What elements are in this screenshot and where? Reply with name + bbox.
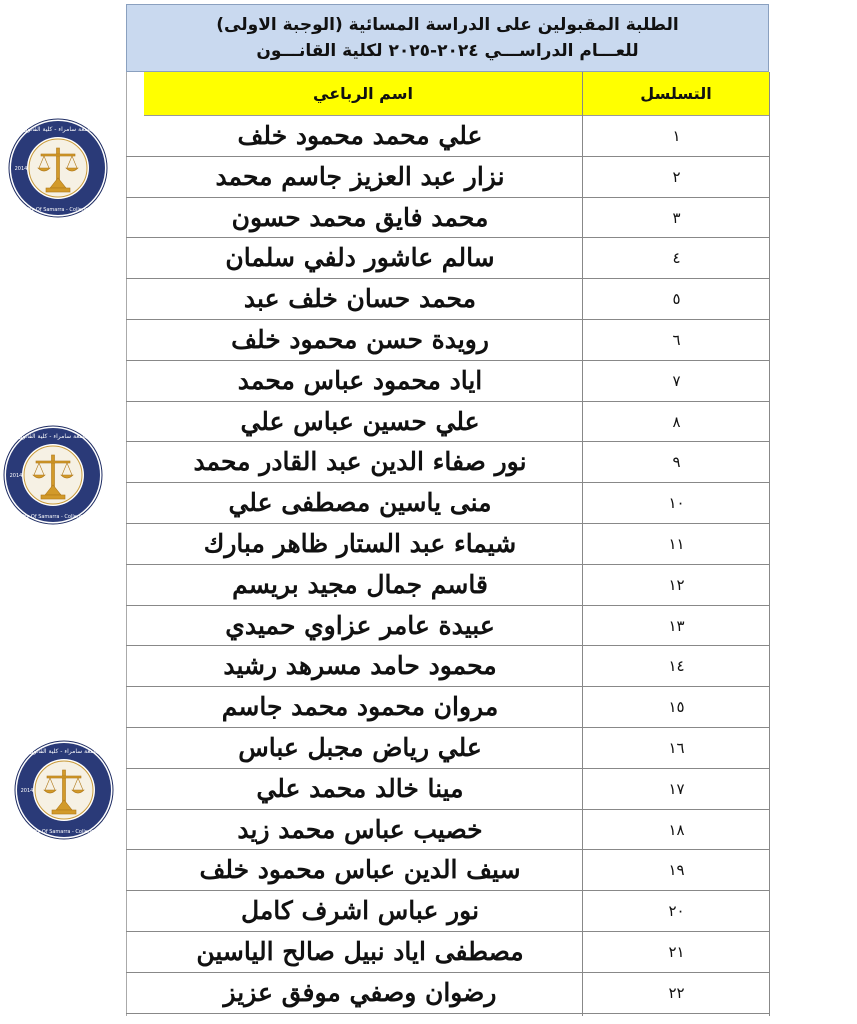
row-student-name: علي محمد محمود خلف xyxy=(237,121,483,150)
seal-english-text: University Of Samarra - College Of Law xyxy=(9,207,107,213)
row-student-name: خصيب عباس محمد زيد xyxy=(237,814,483,844)
row-student-name: محمد فايق محمد حسون xyxy=(231,202,489,232)
table-row xyxy=(126,279,770,320)
row-sequence: ١٩ xyxy=(668,861,685,880)
table-row xyxy=(126,198,770,239)
row-student-name: قاسم جمال مجيد بريسم xyxy=(232,569,488,599)
row-student-name: علي رياض مجبل عباس xyxy=(238,732,482,762)
seal-english-text: University Of Samarra - College Of Law xyxy=(15,829,113,835)
title-line-1: الطلبة المقبولين على الدراسة المسائية (الوجبة الاولى) xyxy=(216,15,679,35)
table-row xyxy=(126,565,770,606)
row-sequence: ١٨ xyxy=(668,820,685,839)
table-row xyxy=(126,769,770,810)
seal-arabic-text: جامعة سامراء - كلية القانون xyxy=(23,126,93,133)
row-student-name: منى ياسين مصطفى علي xyxy=(228,488,492,518)
row-sequence: ٥ xyxy=(672,290,681,309)
row-sequence: ٣ xyxy=(672,208,681,227)
row-sequence: ٤ xyxy=(672,249,681,268)
table-row xyxy=(126,442,770,483)
table-row xyxy=(126,320,770,361)
table-row xyxy=(126,157,770,198)
row-sequence: ١ xyxy=(672,127,681,145)
row-student-name: مروان محمود محمد جاسم xyxy=(221,692,499,722)
document-title-box xyxy=(126,4,769,72)
row-student-name: سالم عاشور دلفي سلمان xyxy=(225,243,495,273)
seal-year-text: 2014 xyxy=(9,473,23,479)
row-sequence: ٩ xyxy=(672,453,681,472)
table-row xyxy=(126,932,770,973)
row-sequence: ١٣ xyxy=(668,616,685,635)
row-sequence: ١٤ xyxy=(668,657,685,676)
row-student-name: عبيدة عامر عزاوي حميدي xyxy=(225,610,495,640)
row-student-name: سيف الدين عباس محمود خلف xyxy=(199,855,521,885)
university-seal-icon xyxy=(3,425,103,525)
table-row xyxy=(126,402,770,443)
row-student-name: نور صفاء الدين عبد القادر محمد xyxy=(193,447,527,477)
column-header-sequence: التسلسل xyxy=(582,72,769,116)
row-sequence: ١٢ xyxy=(668,575,685,594)
row-sequence: ١٦ xyxy=(668,738,685,757)
row-sequence: ١٧ xyxy=(668,779,685,798)
title-line-2: للعـــام الدراســـي ٢٠٢٤-٢٠٢٥ لكلية القانـــون xyxy=(256,41,639,61)
table-row xyxy=(126,850,770,891)
table-row xyxy=(126,810,770,851)
table-row xyxy=(126,646,770,687)
seal-english-text: University Of Samarra - College Of Law xyxy=(4,514,102,520)
seal-year-text: 2014 xyxy=(20,788,34,794)
table-row xyxy=(126,728,770,769)
students-table xyxy=(126,116,770,1014)
row-student-name: نور عباس اشرف كامل xyxy=(240,896,480,926)
row-student-name: محمود حامد مسرهد رشيد xyxy=(223,651,497,681)
university-seal-icon xyxy=(8,118,108,218)
row-sequence: ١٠ xyxy=(668,494,685,513)
table-row xyxy=(126,483,770,524)
table-row xyxy=(126,524,770,565)
seal-arabic-text: جامعة سامراء - كلية القانون xyxy=(29,748,99,755)
row-student-name: نزار عبد العزيز جاسم محمد xyxy=(215,161,505,191)
row-student-name: رويدة حسن محمود خلف xyxy=(231,324,489,354)
row-sequence: ١٥ xyxy=(668,698,685,717)
row-sequence: ٦ xyxy=(672,330,681,349)
table-row xyxy=(126,116,770,157)
row-student-name: رضوان وصفي موفق عزيز xyxy=(223,977,497,1007)
table-row xyxy=(126,606,770,647)
table-row xyxy=(126,891,770,932)
row-sequence: ٢٢ xyxy=(668,983,685,1002)
row-student-name: مينا خالد محمد علي xyxy=(256,773,464,803)
row-sequence: ٧ xyxy=(672,371,681,390)
row-student-name: علي حسين عباس علي xyxy=(240,406,480,436)
row-student-name: مصطفى اياد نبيل صالح الياسين xyxy=(196,936,524,966)
column-header-name: اسم الرباعي xyxy=(144,72,582,116)
table-row xyxy=(126,687,770,728)
row-sequence: ١١ xyxy=(668,534,685,553)
table-row xyxy=(126,361,770,402)
seal-year-text: 2014 xyxy=(14,166,28,172)
row-student-name: شيماء عبد الستار ظاهر مبارك xyxy=(203,528,517,558)
table-row xyxy=(126,238,770,279)
row-sequence: ٢٠ xyxy=(668,902,685,921)
row-sequence: ٢١ xyxy=(668,942,685,961)
university-seal-icon xyxy=(14,740,114,840)
row-student-name: محمد حسان خلف عبد xyxy=(243,284,477,314)
seal-arabic-text: جامعة سامراء - كلية القانون xyxy=(18,433,88,440)
row-sequence: ٢ xyxy=(672,167,681,186)
row-sequence: ٨ xyxy=(672,412,681,431)
row-student-name: اياد محمود عباس محمد xyxy=(237,365,483,395)
table-row xyxy=(126,973,770,1014)
